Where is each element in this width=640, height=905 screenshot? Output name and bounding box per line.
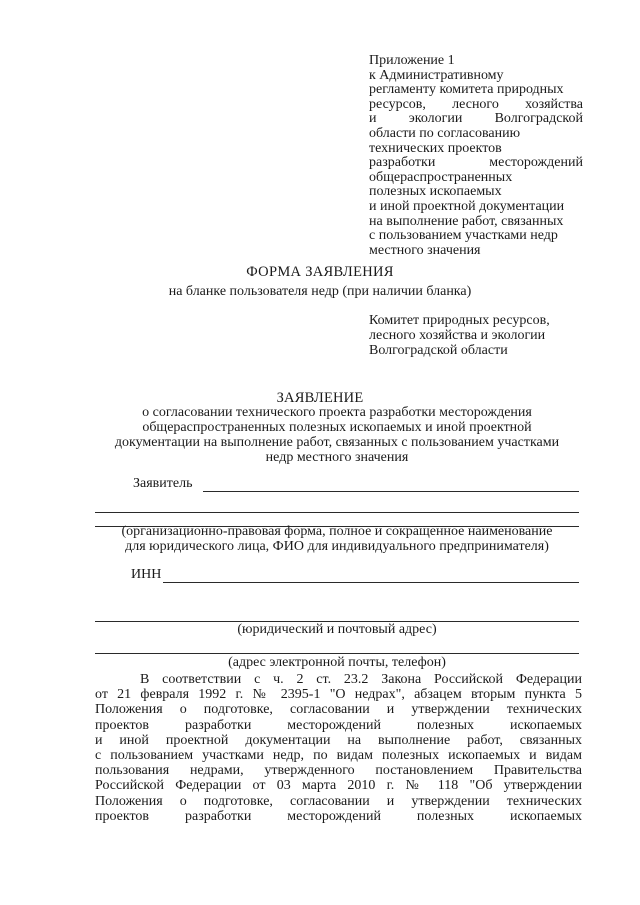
address-caption: (юридический и почтовый адрес) bbox=[237, 622, 437, 637]
description-line: документации на выполнение работ, связанных с пользованием участками bbox=[114, 435, 560, 450]
appendix-line: технических проектов bbox=[369, 140, 502, 156]
inn-label: ИНН bbox=[131, 567, 162, 582]
body-line: проектов разработки месторождений полезных ископаемых bbox=[95, 717, 582, 733]
caption-line: для юридического лица, ФИО для индивидуального предпринимателя) bbox=[125, 539, 549, 554]
appendix-line: ресурсов, лесного хозяйства bbox=[369, 96, 583, 112]
appendix-line: общераспространенных bbox=[369, 169, 513, 185]
appendix-line: регламенту комитета природных bbox=[369, 82, 564, 98]
addressee-block bbox=[369, 313, 589, 358]
appendix-line: местного значения bbox=[369, 242, 481, 258]
body-line: и иной проектной документации на выполнение работ, связанных bbox=[95, 732, 582, 748]
description-line: общераспространенных полезных ископаемых и иной проектной bbox=[142, 420, 532, 435]
appendix-line: на выполнение работ, связанных bbox=[369, 213, 564, 229]
applicant-label: Заявитель bbox=[133, 476, 193, 491]
description-line: о согласовании технического проекта разработки месторождения bbox=[142, 405, 532, 420]
appendix-line: Приложение 1 bbox=[369, 53, 455, 68]
body-line: Российской Федерации от 03 марта 2010 г. № 118 "Об утверждении bbox=[95, 778, 582, 794]
appendix-line: и экологии Волгоградской bbox=[369, 111, 583, 127]
application-description bbox=[90, 405, 584, 465]
applicant-input-line-2[interactable] bbox=[95, 512, 579, 513]
appendix-line: с пользованием участками недр bbox=[369, 228, 558, 244]
addressee-line: Комитет природных ресурсов, bbox=[369, 313, 550, 328]
addressee-line: лесного хозяйства и экологии bbox=[369, 328, 546, 343]
application-title: ЗАЯВЛЕНИЕ bbox=[276, 390, 364, 406]
description-line: недр местного значения bbox=[265, 450, 409, 465]
body-line: В соответствии с ч. 2 ст. 23.2 Закона Российской Федерации bbox=[140, 672, 582, 687]
appendix-line: полезных ископаемых bbox=[369, 184, 502, 200]
body-line: Положения о подготовке, согласовании и утверждении технических bbox=[95, 702, 582, 718]
appendix-line: области по согласованию bbox=[369, 125, 521, 141]
form-title: ФОРМА ЗАЯВЛЕНИЯ bbox=[246, 264, 394, 280]
caption-line: (организационно-правовая форма, полное и сокращенное наименование bbox=[121, 524, 553, 539]
body-paragraph bbox=[95, 672, 582, 824]
appendix-header bbox=[369, 54, 583, 258]
inn-input-line[interactable] bbox=[163, 582, 579, 583]
body-line: Положения о подготовке, согласовании и утверждении технических bbox=[95, 793, 582, 809]
body-line: с пользованием участками недр, по видам полезных ископаемых и видам bbox=[95, 748, 582, 764]
contact-caption: (адрес электронной почты, телефон) bbox=[228, 655, 446, 670]
body-line: пользования недрами, утвержденного постановлением Правительства bbox=[95, 763, 582, 779]
contact-input-line[interactable] bbox=[95, 653, 579, 654]
applicant-input-line[interactable] bbox=[203, 491, 579, 492]
addressee-line: Волгоградской области bbox=[369, 343, 508, 358]
body-line: от 21 февраля 1992 г. № 2395-1 "О недрах", абзацем вторым пункта 5 bbox=[95, 687, 582, 703]
form-subtitle: на бланке пользователя недр (при наличии бланка) bbox=[168, 284, 472, 299]
appendix-line: разработки месторождений bbox=[369, 155, 583, 171]
applicant-caption bbox=[95, 524, 579, 554]
appendix-line: и иной проектной документации bbox=[369, 198, 565, 214]
appendix-line: к Административному bbox=[369, 67, 504, 83]
body-line: проектов разработки месторождений полезных ископаемых bbox=[95, 808, 582, 824]
